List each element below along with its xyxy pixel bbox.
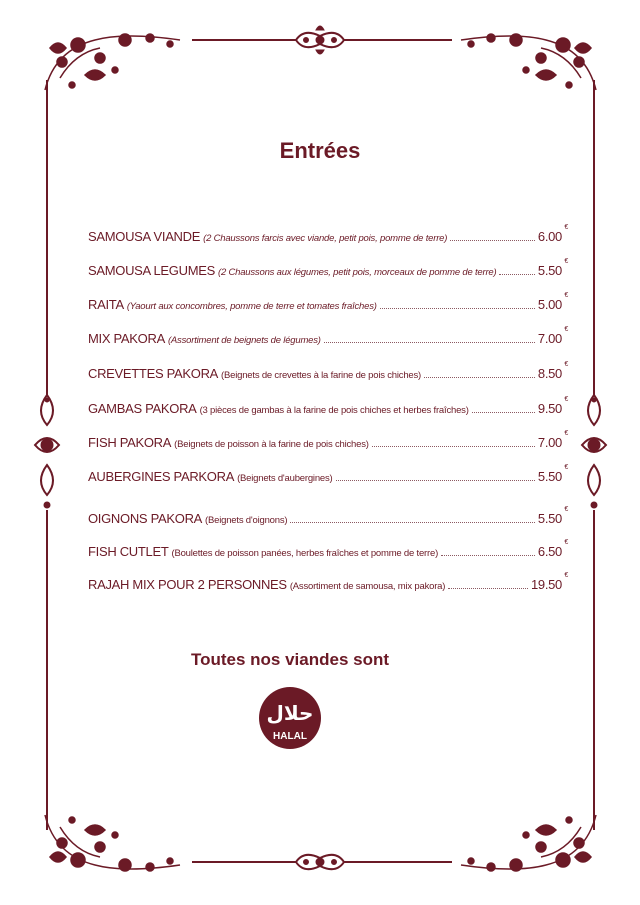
price-value: 5.50 xyxy=(537,263,562,278)
currency-symbol: € xyxy=(564,539,568,546)
menu-item-description: (Beignets de poisson à la farine de pois chiches) xyxy=(174,439,369,450)
halal-statement: Toutes nos viandes sont xyxy=(190,650,390,669)
menu-item-description: (Assortiment de samousa, mix pakora) xyxy=(289,581,446,592)
menu-item-price xyxy=(530,572,568,592)
currency-symbol: € xyxy=(564,396,568,403)
menu-item-description: (Boulettes de poisson panées, herbes fraîches et pomme de terre) xyxy=(171,548,439,559)
dotted-leader xyxy=(336,480,535,481)
top-center-ornament-icon xyxy=(296,26,344,54)
menu-item-name: RAITA xyxy=(88,297,124,312)
menu-item xyxy=(88,428,568,450)
dotted-leader xyxy=(450,240,535,241)
currency-symbol: € xyxy=(564,292,568,299)
dotted-leader xyxy=(380,308,535,309)
menu-item-price xyxy=(537,224,568,244)
currency-symbol: € xyxy=(564,258,568,265)
menu-item-name: OIGNONS PAKORA xyxy=(88,511,203,526)
menu-item-name: RAJAH MIX POUR 2 PERSONNES xyxy=(88,577,287,592)
menu-item xyxy=(88,256,568,278)
dotted-leader xyxy=(448,588,528,589)
price-value: 5.50 xyxy=(537,469,562,484)
menu-item-price xyxy=(537,258,568,278)
bottom-right-floral-corner-icon xyxy=(461,815,596,871)
menu-item-price xyxy=(537,464,568,484)
menu-item xyxy=(88,290,568,312)
menu-item-description: (2 Chaussons aux légumes, petit pois, morceaux de pomme de terre) xyxy=(217,267,497,278)
top-right-floral-corner-icon xyxy=(461,34,596,90)
bottom-center-ornament-icon xyxy=(296,855,344,869)
menu-item xyxy=(88,359,568,381)
menu-item-description: (Beignets d'oignons) xyxy=(205,515,288,526)
currency-symbol: € xyxy=(564,326,568,333)
menu-item xyxy=(88,222,568,244)
bottom-left-floral-corner-icon xyxy=(45,815,180,871)
dotted-leader xyxy=(472,412,535,413)
menu-item-name: AUBERGINES PARKORA xyxy=(88,469,235,484)
price-value: 9.50 xyxy=(537,401,562,416)
dotted-leader xyxy=(324,342,535,343)
menu-item-name: SAMOUSA VIANDE xyxy=(88,229,201,244)
price-value: 5.00 xyxy=(537,297,562,312)
menu-item-price xyxy=(537,430,568,450)
halal-arabic-text: حلال xyxy=(266,701,314,725)
menu-item-price xyxy=(537,539,568,559)
menu-item xyxy=(88,394,568,416)
top-left-floral-corner-icon xyxy=(45,34,180,90)
halal-logo-icon xyxy=(256,684,324,752)
menu-item-description: (Beignets de crevettes à la farine de pois chiches) xyxy=(221,370,422,381)
menu-item-name: FISH CUTLET xyxy=(88,544,169,559)
dotted-leader xyxy=(441,555,535,556)
menu-item-name: SAMOUSA LEGUMES xyxy=(88,263,215,278)
menu-item-description: (2 Chaussons farcis avec viande, petit pois, pomme de terre) xyxy=(203,233,448,244)
menu-item xyxy=(88,537,568,559)
price-value: 6.00 xyxy=(537,229,562,244)
currency-symbol: € xyxy=(564,224,568,231)
left-side-ornament-icon xyxy=(35,395,59,508)
menu-item-price xyxy=(537,361,568,381)
price-value: 7.00 xyxy=(537,435,562,450)
price-value: 7.00 xyxy=(537,331,562,346)
menu-item xyxy=(88,462,568,484)
price-value: 19.50 xyxy=(530,577,562,592)
currency-symbol: € xyxy=(564,506,568,513)
dotted-leader xyxy=(290,522,535,523)
menu-item xyxy=(88,504,568,526)
currency-symbol: € xyxy=(564,430,568,437)
dotted-leader xyxy=(424,377,535,378)
menu-item-name: MIX PAKORA xyxy=(88,331,165,346)
menu-item-price xyxy=(537,396,568,416)
dotted-leader xyxy=(372,446,535,447)
menu-item xyxy=(88,324,568,346)
menu-item-price xyxy=(537,292,568,312)
halal-label: HALAL xyxy=(273,731,307,742)
price-value: 8.50 xyxy=(537,366,562,381)
menu-item-price xyxy=(537,506,568,526)
menu-item-price xyxy=(537,326,568,346)
menu-item-name: GAMBAS PAKORA xyxy=(88,401,197,416)
currency-symbol: € xyxy=(564,572,568,579)
menu-item-description: (Assortiment de beignets de légumes) xyxy=(167,335,321,346)
dotted-leader xyxy=(499,274,534,275)
currency-symbol: € xyxy=(564,464,568,471)
menu-item-description: (Yaourt aux concombres, pomme de terre et tomates fraîches) xyxy=(126,301,377,312)
menu-item-name: CREVETTES PAKORA xyxy=(88,366,219,381)
menu-item-description: (Beignets d'aubergines) xyxy=(237,473,333,484)
menu-item-description: (3 pièces de gambas à la farine de pois chiches et herbes fraîches) xyxy=(199,405,469,416)
menu-item xyxy=(88,570,568,592)
price-value: 6.50 xyxy=(537,544,562,559)
right-side-ornament-icon xyxy=(582,395,606,508)
currency-symbol: € xyxy=(564,361,568,368)
page-title: Entrées xyxy=(279,138,361,163)
menu-item-name: FISH PAKORA xyxy=(88,435,172,450)
price-value: 5.50 xyxy=(537,511,562,526)
